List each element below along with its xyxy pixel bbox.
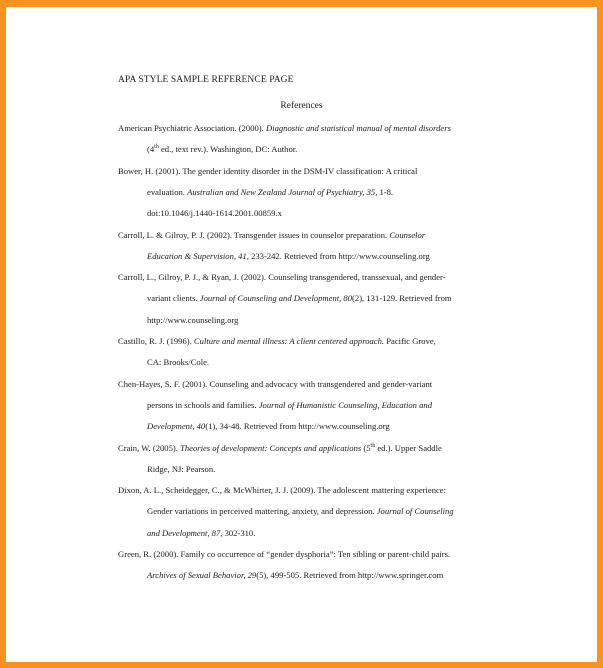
reference-line xyxy=(118,166,417,176)
reference-line xyxy=(147,315,238,325)
reference-text: Bower, H. (2001). The gender identity disorder in the DSM-IV classification: A critical xyxy=(118,165,418,176)
reference-text: (4 xyxy=(147,144,155,155)
reference-line xyxy=(118,230,425,240)
reference-text: Castillo, R. J. (1996). xyxy=(118,336,194,346)
reference-text: 302-310. xyxy=(222,527,256,538)
reference-text: ed., text rev.). Washington, DC: Author. xyxy=(158,144,298,155)
reference-italic-text: Development, 40 xyxy=(147,421,206,432)
reference-line xyxy=(118,272,446,282)
reference-text: Pacific Grove, xyxy=(384,336,436,346)
reference-italic-text: Journal of Counseling xyxy=(376,506,454,517)
reference-italic-text: and Development, 87, xyxy=(147,527,223,538)
reference-text: doi:10.1046/j.1440-1614.2001.00859.x xyxy=(147,208,282,219)
reference-italic-text: Journal of Humanistic Counseling, Education and xyxy=(258,399,433,410)
reference-text: 233-242. Retrieved from http://www.counseling.org xyxy=(248,250,430,261)
reference-text: evaluation. xyxy=(147,186,188,197)
reference-text: Dixon, A. L., Scheidegger, C., & McWhirter, J. J. (2009). The adolescent mattering experience: xyxy=(118,485,447,496)
reference-text: (1), 34-48. Retrieved from http://www.counseling.org xyxy=(205,421,390,432)
reference-line xyxy=(147,464,215,474)
reference-line xyxy=(147,400,432,410)
reference-text: 1-8. xyxy=(377,186,394,197)
document-title: APA STYLE SAMPLE REFERENCE PAGE xyxy=(118,75,294,85)
reference-superscript: th xyxy=(370,442,376,449)
reference-text: Carroll, L., Gilroy, P. J., & Ryan, J. (2002). Counseling transgendered, transsexual, and gender- xyxy=(118,272,446,283)
reference-line xyxy=(147,293,452,303)
reference-italic-text: Education & Supervision, 41, xyxy=(147,250,249,261)
reference-italic-text: Journal of Counseling and Development, 80 xyxy=(199,293,353,304)
reference-text: Carroll, L. & Gilroy, P. J. (2002). Transgender issues in counselor preparation. xyxy=(118,229,390,240)
reference-line xyxy=(147,506,454,516)
references-heading: References xyxy=(280,101,323,111)
reference-line xyxy=(147,528,255,538)
reference-text: (5), 499-505. Retrieved from http://www.springer.com xyxy=(256,570,444,581)
reference-text: American Psychiatric Association. (2000). xyxy=(118,123,266,133)
reference-italic-text: Archives of Sexual Behavior, 29 xyxy=(147,570,257,581)
reference-text: Ridge, NJ: Pearson. xyxy=(147,463,216,474)
reference-text: Chen-Hayes, S. F. (2001). Counseling and advocacy with transgendered and gender-variant xyxy=(118,378,433,389)
reference-text: Green, R. (2000). Family co occurrence of “gender dysphoria”: Ten sibling or parent-child pairs. xyxy=(118,549,451,559)
reference-text: (2), 131-129. Retrieved from xyxy=(352,293,452,304)
reference-text: persons in schools and families. xyxy=(147,399,259,410)
reference-italic-text: Australian and New Zealand Journal of Psychiatry, 35, xyxy=(187,186,378,197)
reference-line xyxy=(147,187,393,197)
reference-text: CA: Brooks/Cole. xyxy=(147,357,210,368)
reference-line xyxy=(147,570,443,580)
reference-line xyxy=(147,144,297,154)
reference-text: http://www.counseling.org xyxy=(147,314,239,325)
reference-line xyxy=(118,549,450,559)
reference-line xyxy=(147,357,209,367)
reference-superscript: th xyxy=(154,144,159,151)
reference-italic-text: Counselor xyxy=(389,229,426,240)
reference-italic-text: Diagnostic and statistical manual of mental disorders xyxy=(265,123,451,133)
reference-line xyxy=(118,443,442,453)
reference-line xyxy=(118,379,432,389)
reference-line xyxy=(147,251,430,261)
reference-text: ed.). Upper Saddle xyxy=(375,442,442,453)
reference-line xyxy=(118,485,446,495)
reference-page xyxy=(6,7,597,662)
reference-text: (5 xyxy=(361,442,371,453)
reference-text: variant clients. xyxy=(147,293,200,304)
reference-line xyxy=(147,421,390,431)
reference-text: Gender variations in perceived mattering, anxiety, and depression. xyxy=(147,506,377,517)
reference-line xyxy=(118,336,436,346)
reference-line xyxy=(147,208,282,218)
reference-text: Crain, W. (2005). xyxy=(118,442,181,453)
reference-line xyxy=(118,123,451,133)
reference-italic-text: Theories of development: Concepts and applications xyxy=(180,442,362,453)
reference-italic-text: Culture and mental illness: A client centered approach. xyxy=(193,336,385,346)
